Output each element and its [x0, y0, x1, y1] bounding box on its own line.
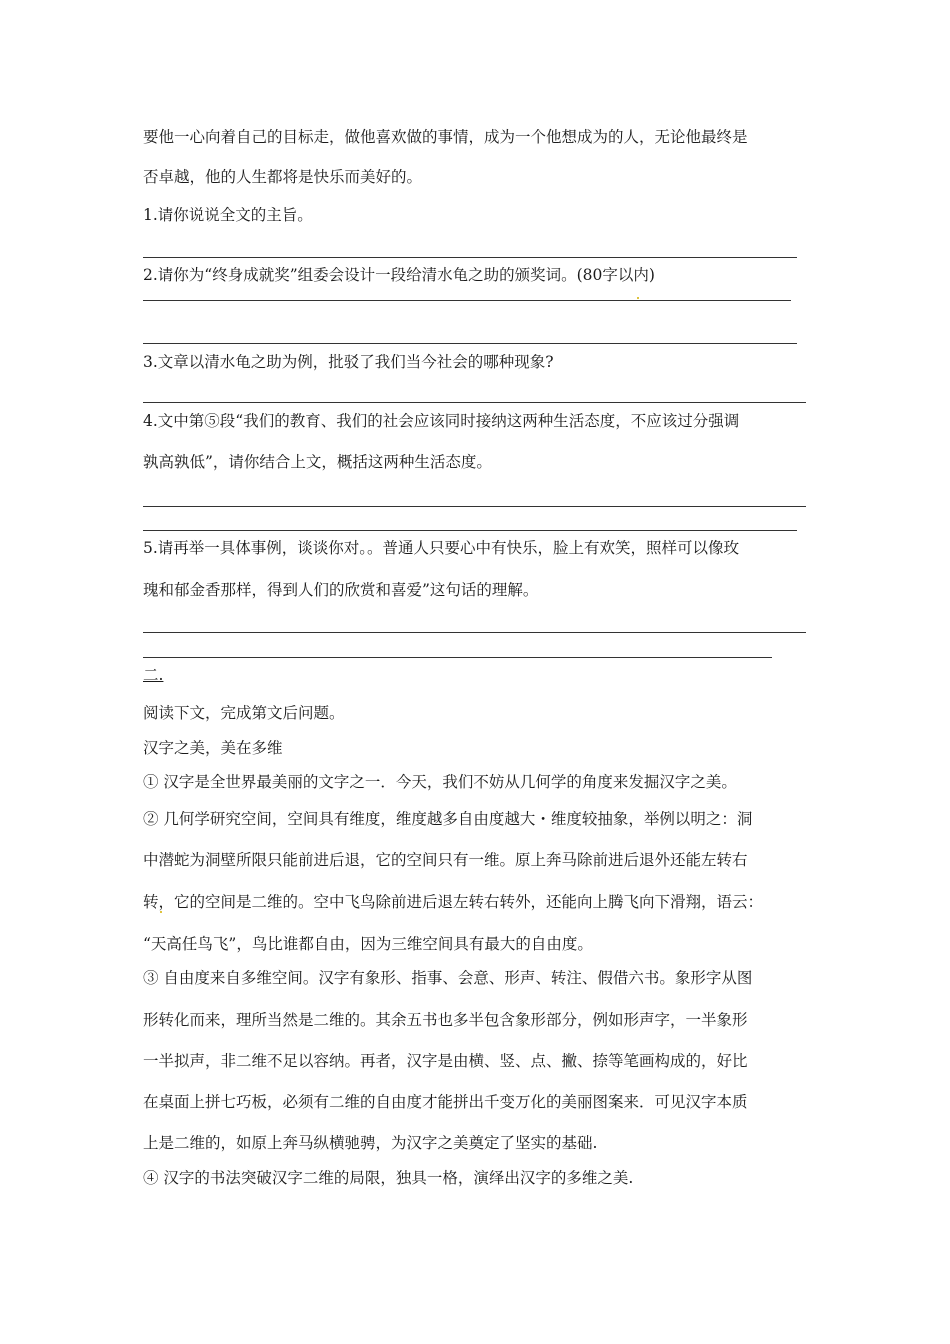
answer-line[interactable] [143, 257, 797, 258]
intro-line-1: 要他一心向着自己的目标走，做他喜欢做的事情，成为一个他想成为的人，无论他最终是 [143, 128, 748, 146]
answer-line[interactable] [143, 300, 791, 301]
answer-line[interactable] [143, 632, 806, 633]
paragraph-3-line: 形转化而来，理所当然是二维的。其余五书也多半包含象形部分，例如形声字，一半象形 [143, 1011, 748, 1029]
answer-line[interactable] [143, 506, 806, 507]
paragraph-3-line: 上是二维的，如原上奔马纵横驰骋，为汉字之美奠定了坚实的基础. [143, 1134, 598, 1152]
paragraph-2-line: ② 几何学研究空间，空间具有维度，维度越多自由度越大・维度较抽象，举例以明之：洞 [143, 810, 753, 828]
paragraph-3-line: 一半拟声，非二维不足以容纳。再者，汉字是由横、竖、点、撇、捺等笔画构成的，好比 [143, 1052, 748, 1070]
paragraph-2-line: 转，它的空间是二维的。空中飞鸟除前进后退左转右转外，还能向上腾飞向下滑翔，语云： [143, 893, 764, 911]
answer-line[interactable] [143, 343, 797, 344]
stray-mark [637, 297, 639, 299]
question-1: 1.请你说说全文的主旨。 [143, 206, 313, 224]
paragraph-1: ① 汉字是全世界最美丽的文字之一．今天，我们不妨从几何学的角度来发掘汉字之美。 [143, 773, 737, 791]
section-number: 二. [143, 666, 164, 684]
paragraph-2-line: “天高任鸟飞”，鸟比谁都自由，因为三维空间具有最大的自由度。 [143, 935, 593, 953]
intro-line-2: 否卓越，他的人生都将是快乐而美好的。 [143, 168, 423, 186]
paragraph-3-line: ③ 自由度来自多维空间。汉字有象形、指事、会意、形声、转注、假借六书。象形字从图 [143, 969, 753, 987]
question-4-line-1: 4.文中第⑤段“我们的教育、我们的社会应该同时接纳这两种生活态度，不应该过分强调 [143, 412, 740, 430]
stray-mark [160, 911, 162, 913]
reading-instruction: 阅读下文，完成第文后问题。 [143, 704, 345, 722]
passage-title: 汉字之美，美在多维 [143, 739, 283, 757]
question-4-line-2: 孰高孰低”，请你结合上文，概括这两种生活态度。 [143, 453, 492, 471]
answer-line[interactable] [143, 402, 806, 403]
paragraph-3-line: 在桌面上拼七巧板，必须有二维的自由度才能拼出千变万化的美丽图案来．可见汉字本质 [143, 1093, 748, 1111]
paragraph-2-line: 中潜蛇为洞壁所限只能前进后退，它的空间只有一维。原上奔马除前进后退外还能左转右 [143, 851, 748, 869]
question-3: 3.文章以清水龟之助为例，批驳了我们当今社会的哪种现象? [143, 353, 554, 371]
paragraph-4: ④ 汉字的书法突破汉字二维的局限，独具一格，演绎出汉字的多维之美. [143, 1169, 634, 1187]
question-2: 2.请你为“终身成就奖”组委会设计一段给清水龟之助的颁奖词。(80字以内) [143, 266, 655, 284]
question-5-line-2: 瑰和郁金香那样，得到人们的欣赏和喜爱”这句话的理解。 [143, 581, 539, 599]
question-5-line-1: 5.请再举一具体事例，谈谈你对。。普通人只要心中有快乐，脸上有欢笑，照样可以像玫 [143, 539, 740, 557]
answer-line[interactable] [143, 530, 797, 531]
answer-line[interactable] [143, 657, 772, 658]
